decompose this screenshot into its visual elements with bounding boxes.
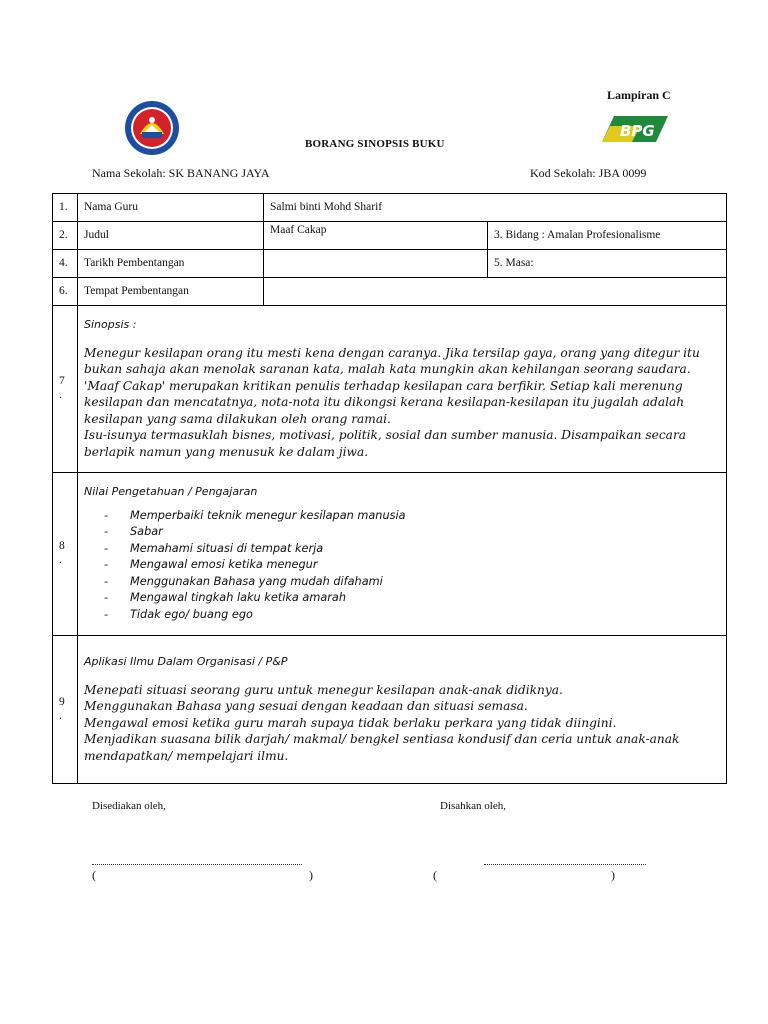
row-number: [53, 636, 78, 784]
prepared-by-label: Disediakan oleh,: [92, 800, 166, 812]
school-name: Nama Sekolah: SK BANANG JAYA: [92, 166, 270, 180]
row-number: [53, 473, 78, 636]
teacher-name-value[interactable]: Salmi binti Mohd Sharif: [264, 194, 727, 222]
row-number: 4.: [53, 250, 78, 278]
list-item: - Sabar: [104, 524, 720, 541]
synopsis-form-table: [52, 193, 727, 784]
list-item: - Mengawal tingkah laku ketika amarah: [104, 590, 720, 607]
venue-value[interactable]: [264, 278, 727, 306]
synopsis-line: kesilapan yang sama dilakukan oleh orang ramai.: [84, 411, 391, 426]
row-number-digit: 8: [59, 540, 65, 553]
approved-signature-line[interactable]: [484, 858, 646, 865]
prepared-name-close-paren: ): [309, 868, 313, 882]
synopsis-line: Menegur kesilapan orang itu mesti kena dengan caranya. Jika tersilap gaya, orang yang ditegur itu: [84, 345, 700, 360]
row-date: [53, 250, 727, 278]
application-label: Aplikasi Ilmu Dalam Organisasi / P&P: [84, 654, 288, 668]
application-text: [84, 682, 720, 765]
synopsis-line: 'Maaf Cakap' merupakan kritikan penulis terhadap kesilapan cara berfikir. Setiap kali merenung: [84, 378, 683, 393]
row-application: [53, 636, 727, 784]
list-item: - Mengawal emosi ketika menegur: [104, 557, 720, 574]
row-synopsis: [53, 306, 727, 473]
bpg-logo-text: BPG: [620, 122, 655, 140]
row-number-dot: .: [59, 709, 62, 722]
prepared-name-open-paren: (: [92, 868, 96, 882]
row-number-dot: .: [59, 554, 62, 566]
teacher-name-label: Nama Guru: [78, 194, 264, 222]
synopsis-line: bukan sahaja akan menolak saranan kata, malah kata mungkin akan kehilangan seorang saudara.: [84, 362, 691, 377]
title-value[interactable]: Maaf Cakap: [264, 222, 488, 250]
kpm-crest-icon: [112, 98, 204, 158]
field-label[interactable]: 3. Bidang : Amalan Profesionalisme: [488, 222, 727, 250]
application-line: Menggunakan Bahasa yang sesuai dengan keadaan dan situasi semasa.: [84, 699, 528, 714]
title-label: Judul: [78, 222, 264, 250]
synopsis-cell[interactable]: [78, 306, 727, 473]
row-number-digit: 9: [59, 695, 65, 708]
row-teacher-name: [53, 194, 727, 222]
synopsis-text: [84, 345, 720, 461]
values-label: Nilai Pengetahuan / Pengajaran: [84, 484, 258, 498]
synopsis-line: berlapik namun yang menusuk ke dalam jiwa.: [84, 444, 369, 459]
form-title: BORANG SINOPSIS BUKU: [305, 138, 445, 150]
application-cell[interactable]: [78, 636, 727, 784]
list-item: - Memahami situasi di tempat kerja: [104, 541, 720, 558]
bpg-logo-icon: [600, 112, 670, 146]
row-number: 6.: [53, 278, 78, 306]
list-item: - Memperbaiki teknik menegur kesilapan manusia: [104, 508, 720, 525]
row-title: [53, 222, 727, 250]
approved-name-open-paren: (: [433, 868, 437, 882]
date-value[interactable]: [264, 250, 488, 278]
school-code: Kod Sekolah: JBA 0099: [530, 166, 647, 180]
list-item: - Tidak ego/ buang ego: [104, 607, 720, 624]
prepared-signature-line[interactable]: [92, 858, 302, 865]
row-number-digit: 7: [59, 375, 65, 388]
synopsis-line: kesilapan dan mencatatnya, nota-nota itu dikongsi kerana kesilapan-kesilapan itu jugalah adalah: [84, 395, 685, 410]
approved-name-close-paren: ): [611, 868, 615, 882]
row-values: [53, 473, 727, 636]
synopsis-label: Sinopsis :: [84, 317, 137, 331]
row-number: 2.: [53, 222, 78, 250]
row-venue: [53, 278, 727, 306]
approved-by-label: Disahkan oleh,: [440, 800, 506, 812]
values-cell[interactable]: [78, 473, 727, 636]
row-number: 1.: [53, 194, 78, 222]
date-label: Tarikh Pembentangan: [78, 250, 264, 278]
application-line: Menepati situasi seorang guru untuk menegur kesilapan anak-anak didiknya.: [84, 682, 563, 697]
list-item: - Menggunakan Bahasa yang mudah difahami: [104, 574, 720, 591]
row-number-dot: .: [59, 389, 62, 401]
time-label[interactable]: 5. Masa:: [488, 250, 727, 278]
application-line: mendapatkan/ mempelajari ilmu.: [84, 748, 289, 763]
venue-label: Tempat Pembentangan: [78, 278, 264, 306]
values-list: [104, 508, 720, 624]
application-line: Menjadikan suasana bilik darjah/ makmal/ bengkel sentiasa kondusif dan ceria untuk anak-anak: [84, 732, 680, 747]
attachment-label: Lampiran C: [607, 88, 671, 102]
synopsis-line: Isu-isunya termasuklah bisnes, motivasi, politik, sosial dan sumber manusia. Disampaikan secara: [84, 428, 687, 443]
application-line: Mengawal emosi ketika guru marah supaya tidak berlaku perkara yang tidak diingini.: [84, 715, 617, 730]
row-number: [53, 306, 78, 473]
